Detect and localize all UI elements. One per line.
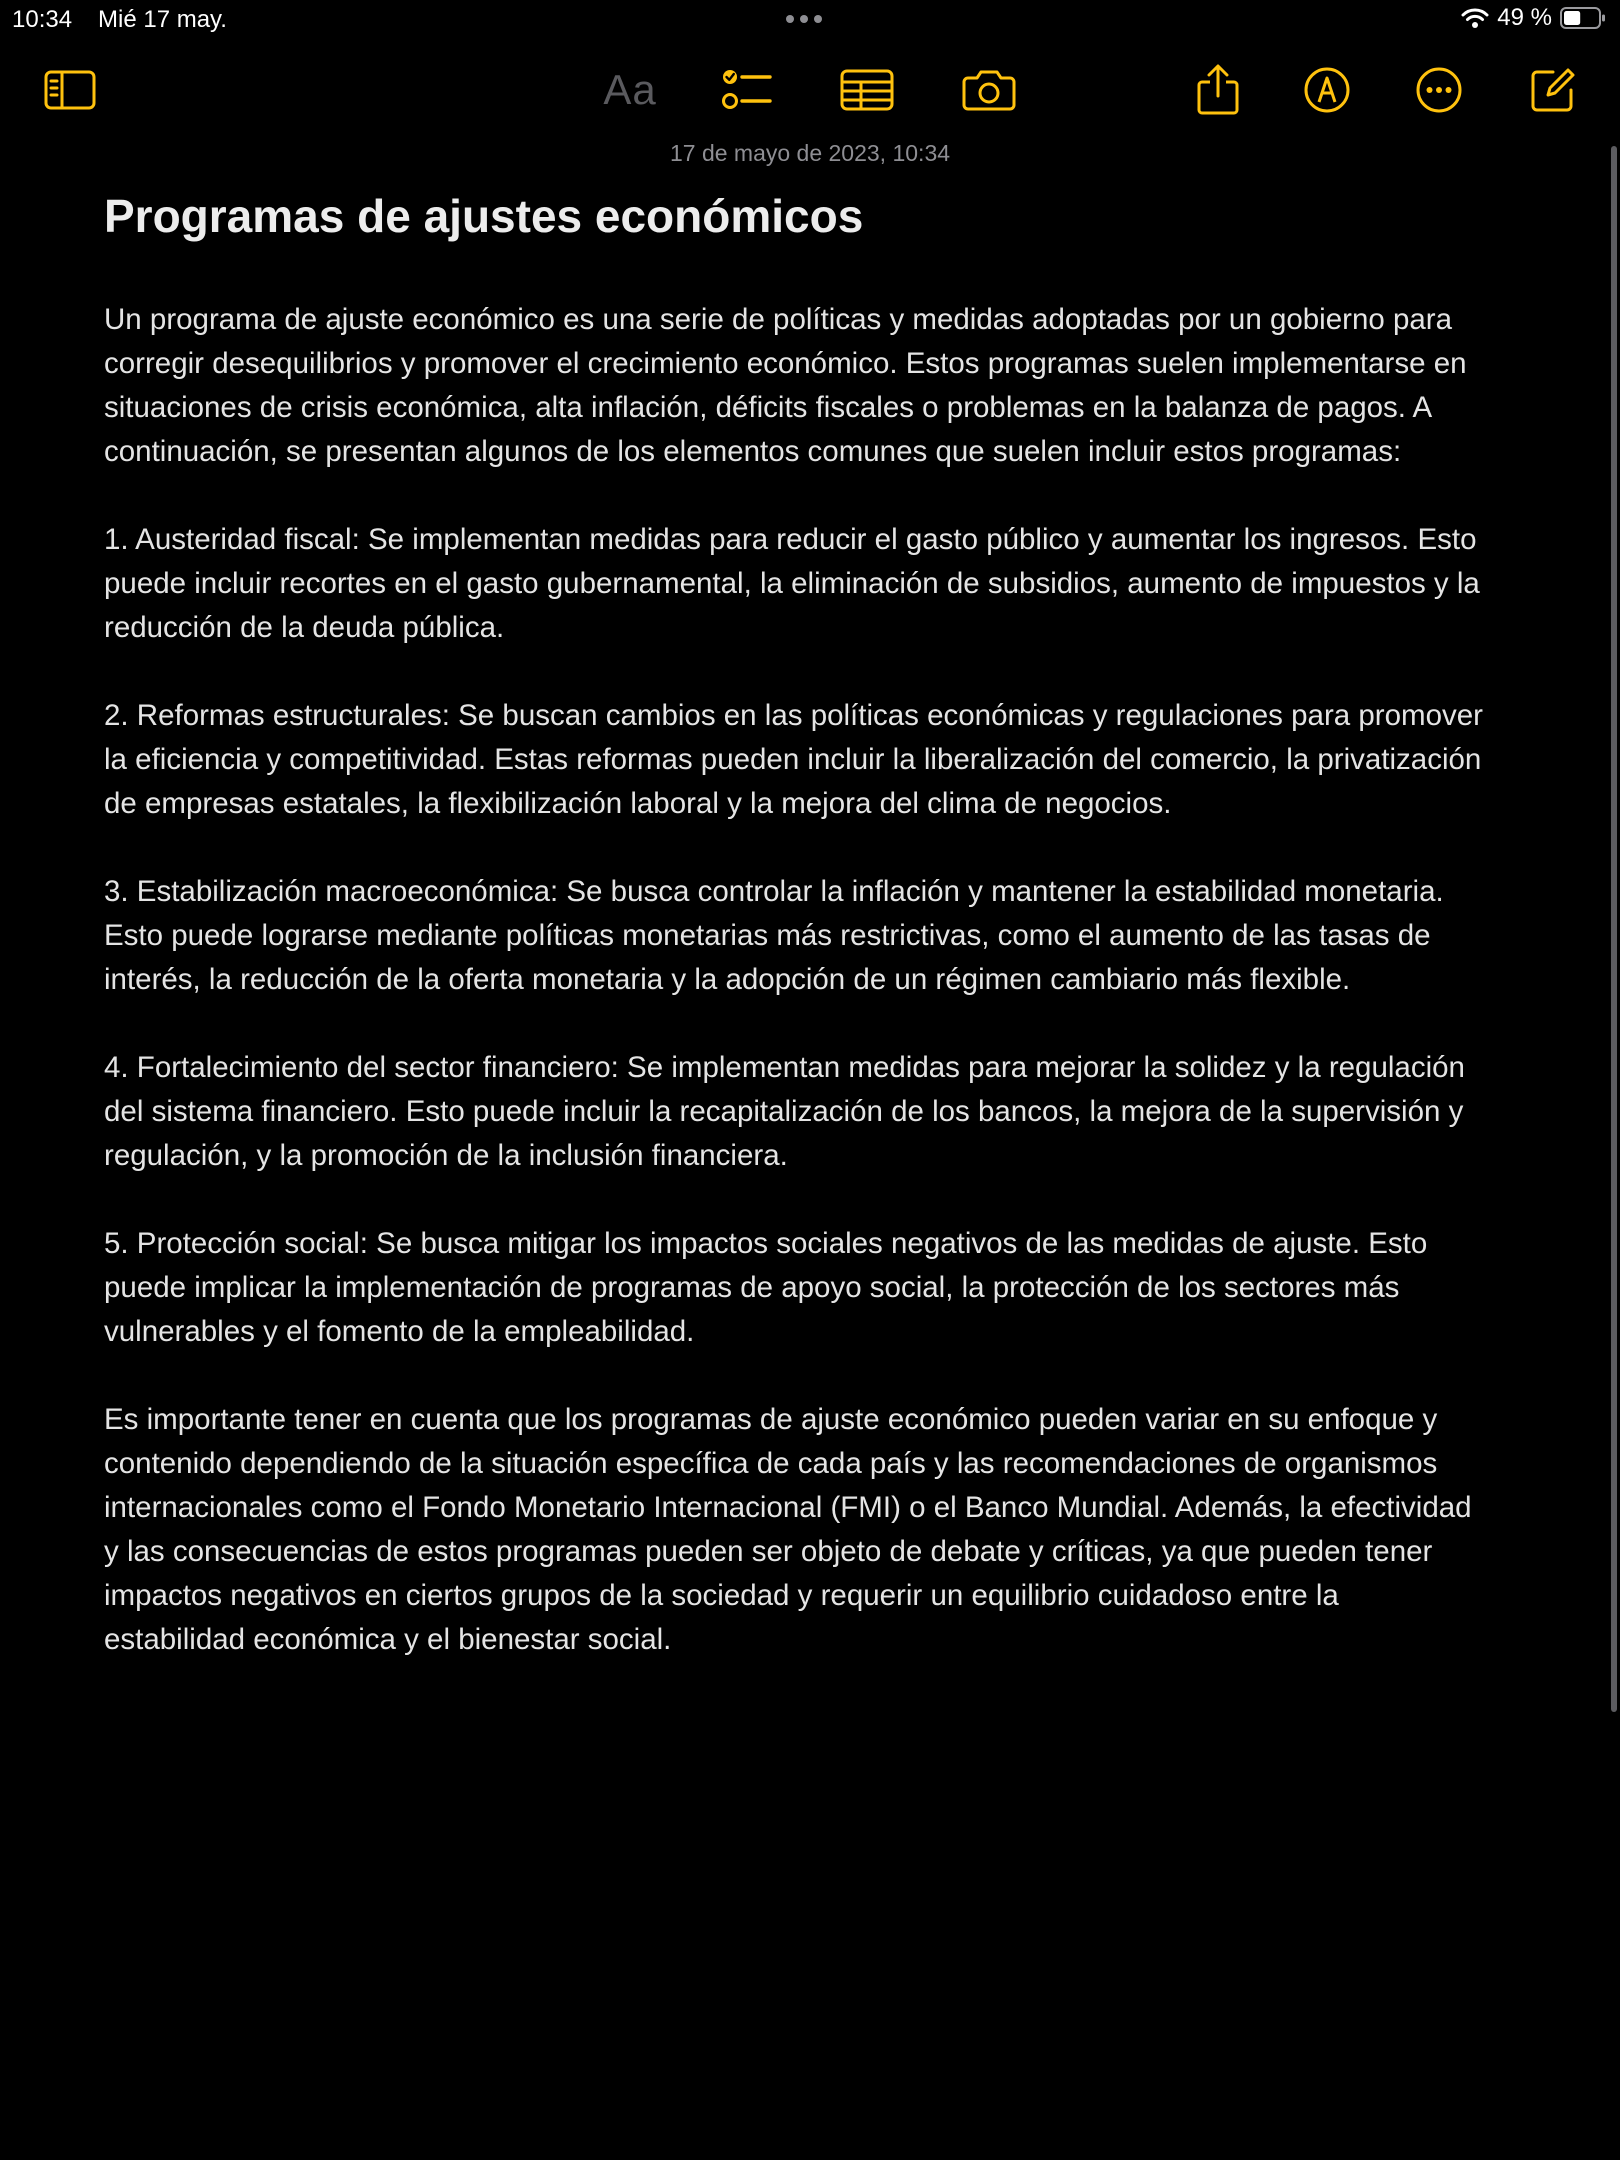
battery-percent: 49 % <box>1497 4 1552 31</box>
note-paragraph: 1. Austeridad fiscal: Se implementan medidas para reducir el gasto público y aumentar los ingresos. Esto puede incluir recortes en el gasto gubernamental, la eliminación de subsidios, aumento de impuestos y la reducción de la deuda pública. <box>104 523 1480 644</box>
checklist-icon <box>722 67 774 113</box>
note-paragraph: 5. Protección social: Se busca mitigar los impactos sociales negativos de las medidas de ajuste. Esto puede implicar la implementación de programas de apoyo social, la protección de los sectores más vulnerables y el fomento de la empleabilidad. <box>104 1227 1428 1348</box>
compose-icon <box>1529 66 1577 114</box>
table-button[interactable] <box>829 52 905 128</box>
sidebar-toggle-button[interactable] <box>32 52 108 128</box>
share-icon <box>1196 64 1240 116</box>
scrollbar[interactable] <box>1611 146 1617 1712</box>
camera-icon <box>962 69 1016 111</box>
table-icon <box>840 69 894 111</box>
format-button[interactable] <box>592 52 668 128</box>
format-label: Aa <box>603 66 657 113</box>
markup-button[interactable] <box>1289 52 1365 128</box>
note-paragraph: Un programa de ajuste económico es una serie de políticas y medidas adoptadas por un gobierno para corregir desequilibrios y promover el crecimiento económico. Estos programas suelen implementarse en situaciones de crisis económica, alta inflación, déficits fiscales o problemas en la balanza de pagos. A continuación, se presentan algunos de los elementos comunes que suelen incluir estos programas: <box>104 303 1467 468</box>
note-toolbar <box>0 52 1620 128</box>
sidebar-icon <box>44 70 96 110</box>
note-paragraph: Es importante tener en cuenta que los programas de ajuste económico pueden variar en su enfoque y contenido dependiendo de la situación específica de cada país y las recomendaciones de organismos internacionales como el Fondo Monetario Internacional (FMI) o el Banco Mundial. Además, la efectividad y las consecuencias de estos programas pueden ser objeto de debate y críticas, ya que pueden tener impactos negativos en ciertos grupos de la sociedad y requerir un equilibrio cuidadoso entre la estabilidad económica y el bienestar social. <box>104 1403 1472 1656</box>
note-body[interactable] <box>104 298 1484 1706</box>
status-indicators <box>1461 4 1606 32</box>
battery-icon <box>1560 6 1606 30</box>
more-options-button[interactable] <box>1401 52 1477 128</box>
checklist-button[interactable] <box>710 52 786 128</box>
note-paragraph: 2. Reformas estructurales: Se buscan cambios en las políticas económicas y regulaciones para promover la eficiencia y competitividad. Estas reformas pueden incluir la liberalización del comercio, la privatización de empresas estatales, la flexibilización laboral y la mejora del clima de negocios. <box>104 699 1483 820</box>
share-button[interactable] <box>1180 52 1256 128</box>
markup-icon <box>1303 66 1351 114</box>
note-paragraph: 3. Estabilización macroeconómica: Se busca controlar la inflación y mantener la estabilidad monetaria. Esto puede lograrse mediante políticas monetarias más restrictivas, como el aumento de las tasas de interés, la reducción de la oferta monetaria y la adopción de un régimen cambiario más flexible. <box>104 875 1444 996</box>
note-paragraph: 4. Fortalecimiento del sector financiero: Se implementan medidas para mejorar la solidez y la regulación del sistema financiero. Esto puede incluir la recapitalización de los bancos, la mejora de la supervisión y regulación, y la promoción de la inclusión financiera. <box>104 1051 1465 1172</box>
wifi-icon <box>1461 7 1489 29</box>
note-title[interactable]: Programas de ajustes económicos <box>104 190 864 242</box>
camera-button[interactable] <box>951 52 1027 128</box>
status-bar <box>0 0 1620 40</box>
status-date: Mié 17 may. <box>98 6 227 33</box>
note-date: 17 de mayo de 2023, 10:34 <box>669 140 951 166</box>
multitasking-dots-icon[interactable] <box>786 15 822 23</box>
compose-button[interactable] <box>1515 52 1591 128</box>
status-time: 10:34 <box>12 6 73 33</box>
more-icon <box>1415 66 1463 114</box>
